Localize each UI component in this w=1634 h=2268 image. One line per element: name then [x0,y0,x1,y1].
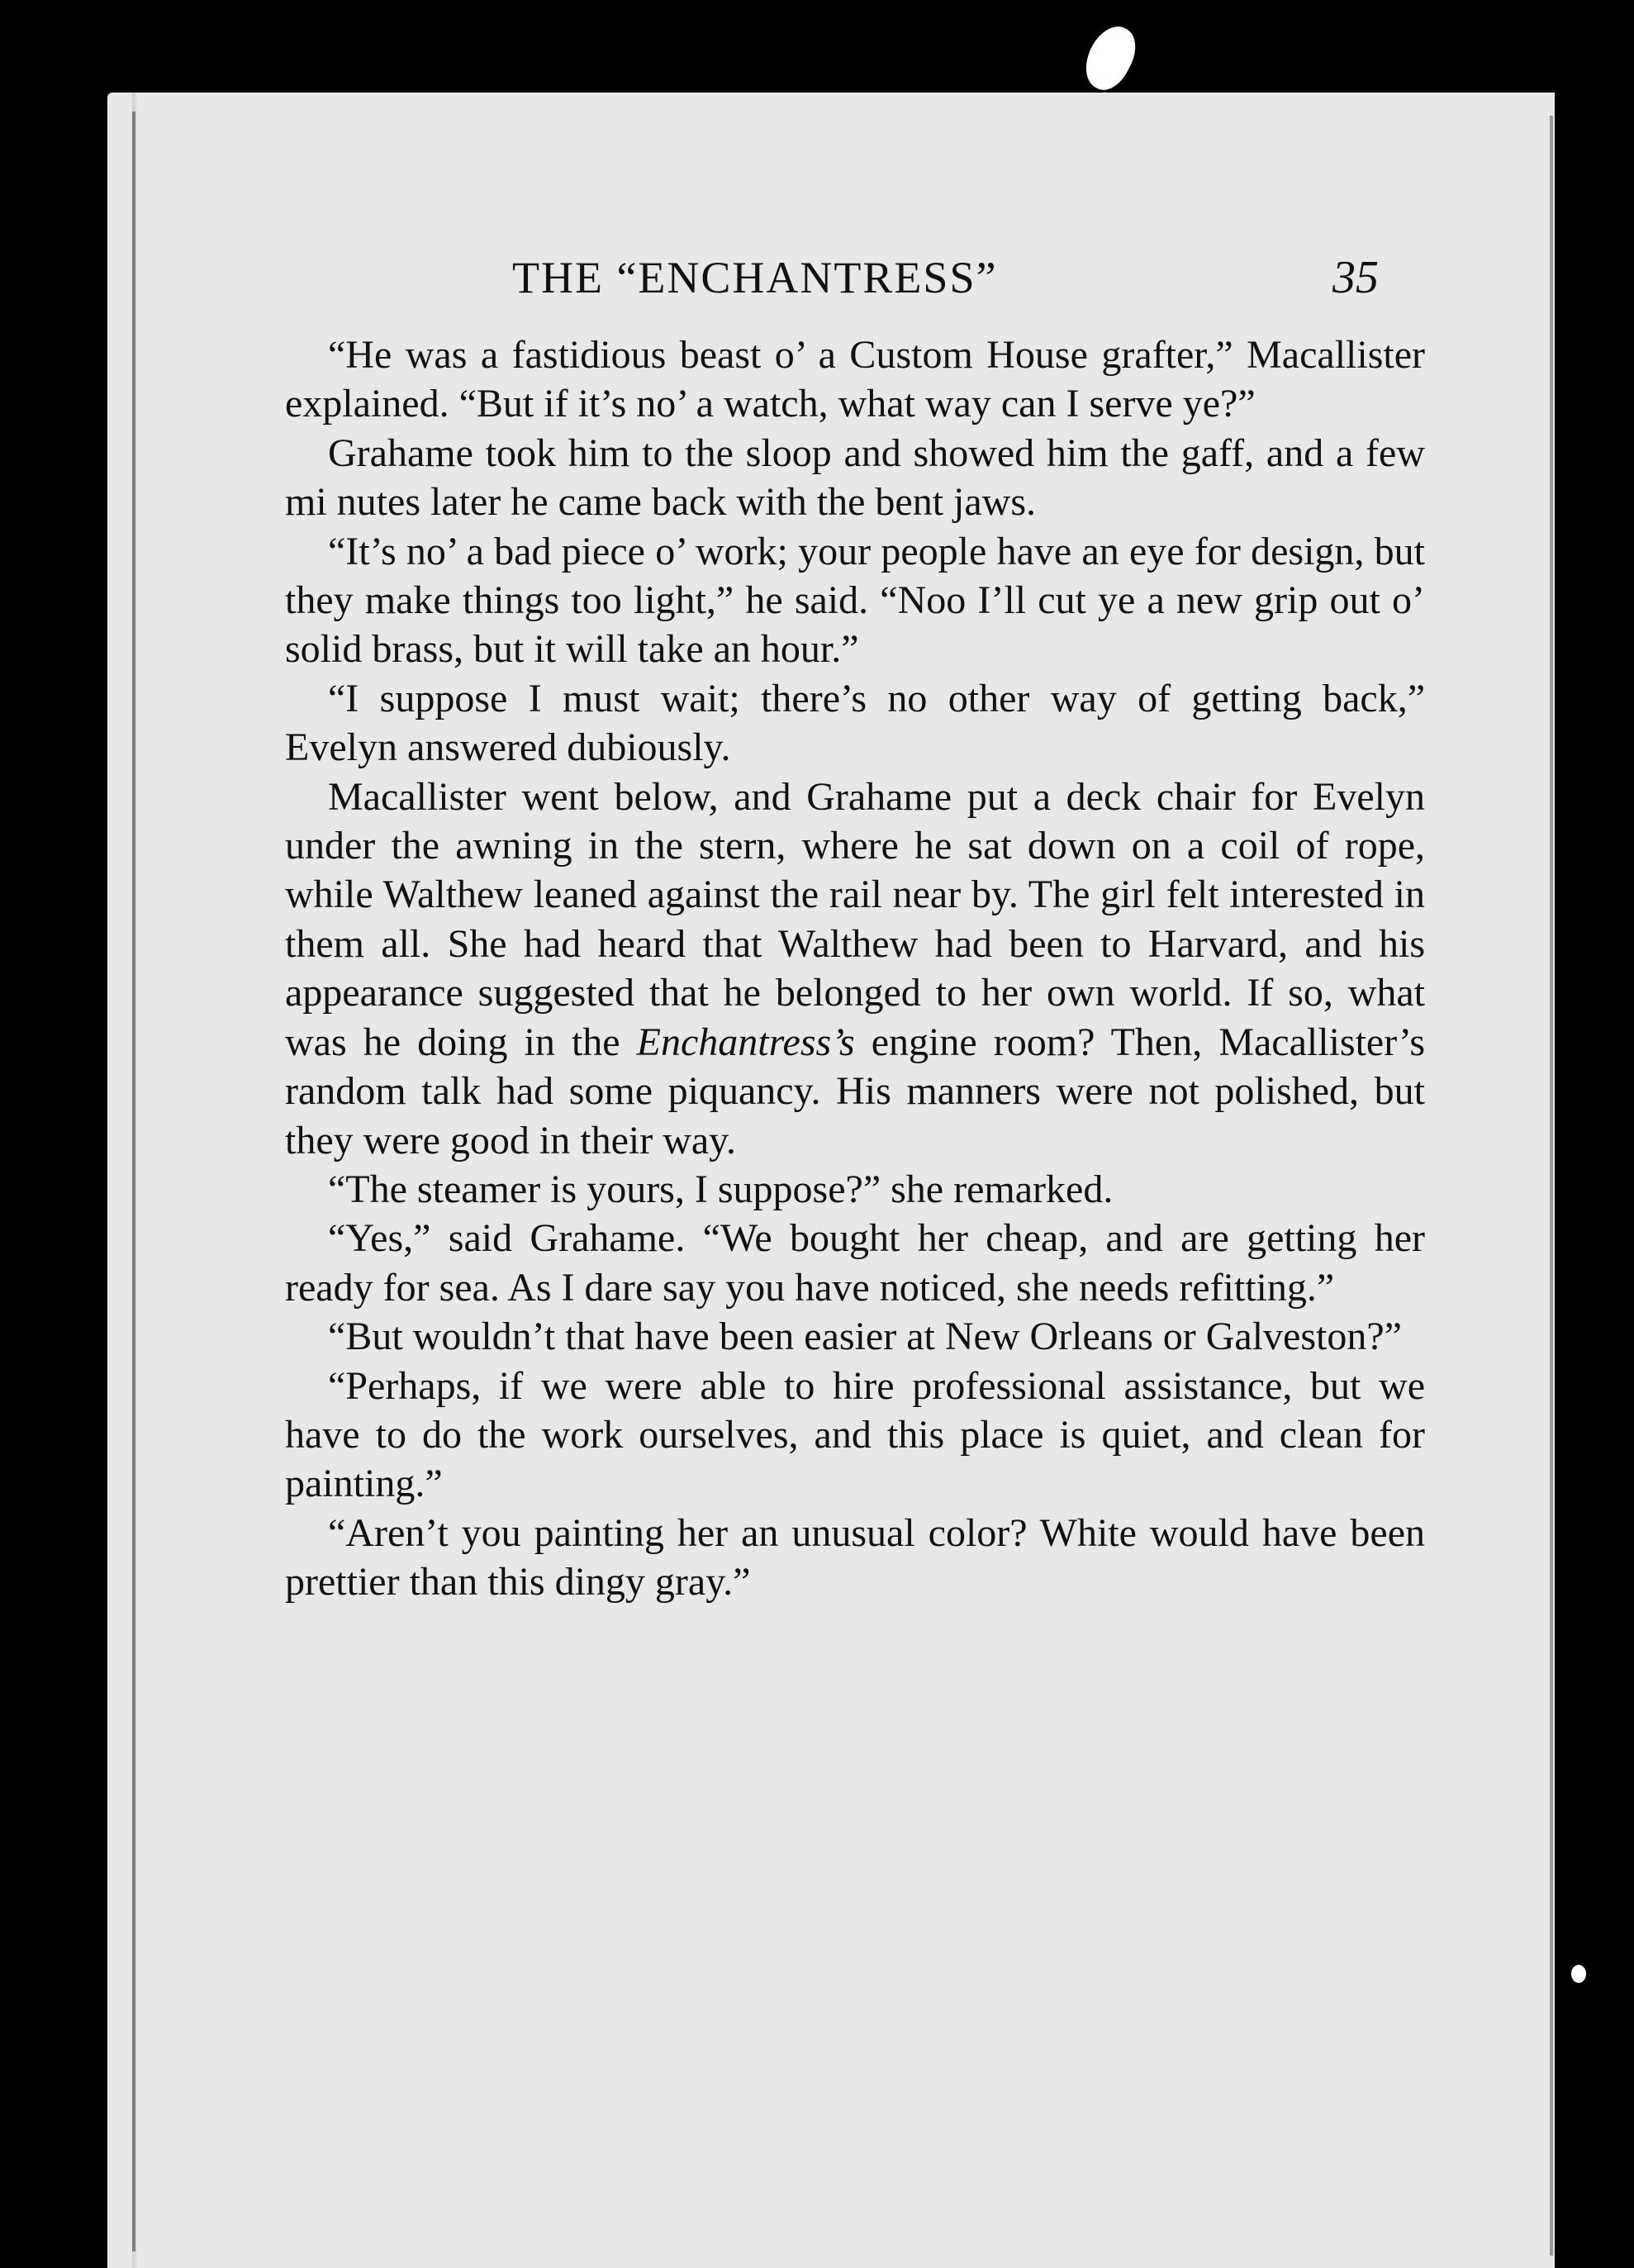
body-text [285,330,1425,1607]
paragraph: “It’s no’ a bad piece o’ work; your people have an eye for design, but they make things too light,” he said. “Noo I’ll cut ye a new grip out o’ solid brass, but it will take an hour.” [285,529,1425,672]
paragraph: “Aren’t you painting her an unusual color? White would have been prettier than this dingy gray.” [285,1510,1425,1605]
scan-spine-line-left [132,112,135,2251]
scan-speck-top [1076,18,1144,97]
paragraph-with-italic [285,773,1425,1165]
page-number: 35 [1332,252,1379,303]
paragraph: “Perhaps, if we were able to hire professional assistance, but we have to do the work ourselves, and this place is quiet, and clean for painting.” [285,1363,1425,1506]
book-page [107,93,1555,2268]
scan-spine-line-right [1550,116,1553,2256]
paragraph: “He was a fastidious beast o’ a Custom House grafter,” Macallister explained. “But if it’s no’ a watch, what way can I serve ye?” [285,333,1425,426]
paragraph: Grahame took him to the sloop and showed him the gaff, and a few mi nutes later he came back with the bent jaws. [285,430,1425,525]
paragraph: “But wouldn’t that have been easier at New Orleans or Galveston?” [328,1315,1402,1359]
paragraph: “Yes,” said Grahame. “We bought her cheap, and are getting her ready for sea. As I dare say you have noticed, she needs refitting.” [285,1216,1425,1310]
paragraph: “I suppose I must wait; there’s no other way of getting back,” Evelyn answered dubiously. [285,676,1425,770]
paragraph-text-after-italic: engine room? Then, Macallister’s random talk had some piquancy. His manners were not polished, but they were good in their way. [285,1020,1425,1163]
paragraph-text-before-italic: Macallister went below, and Grahame put a deck chair for Evelyn under the awning in the stern, where he sat down on a coil of rope, while Walthew leaned against the rail near by. The girl felt interested in them all. She had heard that Walthew had been to Harvard, and his appearance suggested that he belonged to her own world. If so, what was he doing in the [285,774,1425,1064]
running-head [107,245,1555,311]
italic-ship-name: Enchantress’s [636,1020,855,1064]
scan-speck-right [1571,1965,1586,1983]
paragraph: “The steamer is yours, I suppose?” she remarked. [328,1167,1114,1211]
running-head-title: THE “ENCHANTRESS” [512,253,998,302]
